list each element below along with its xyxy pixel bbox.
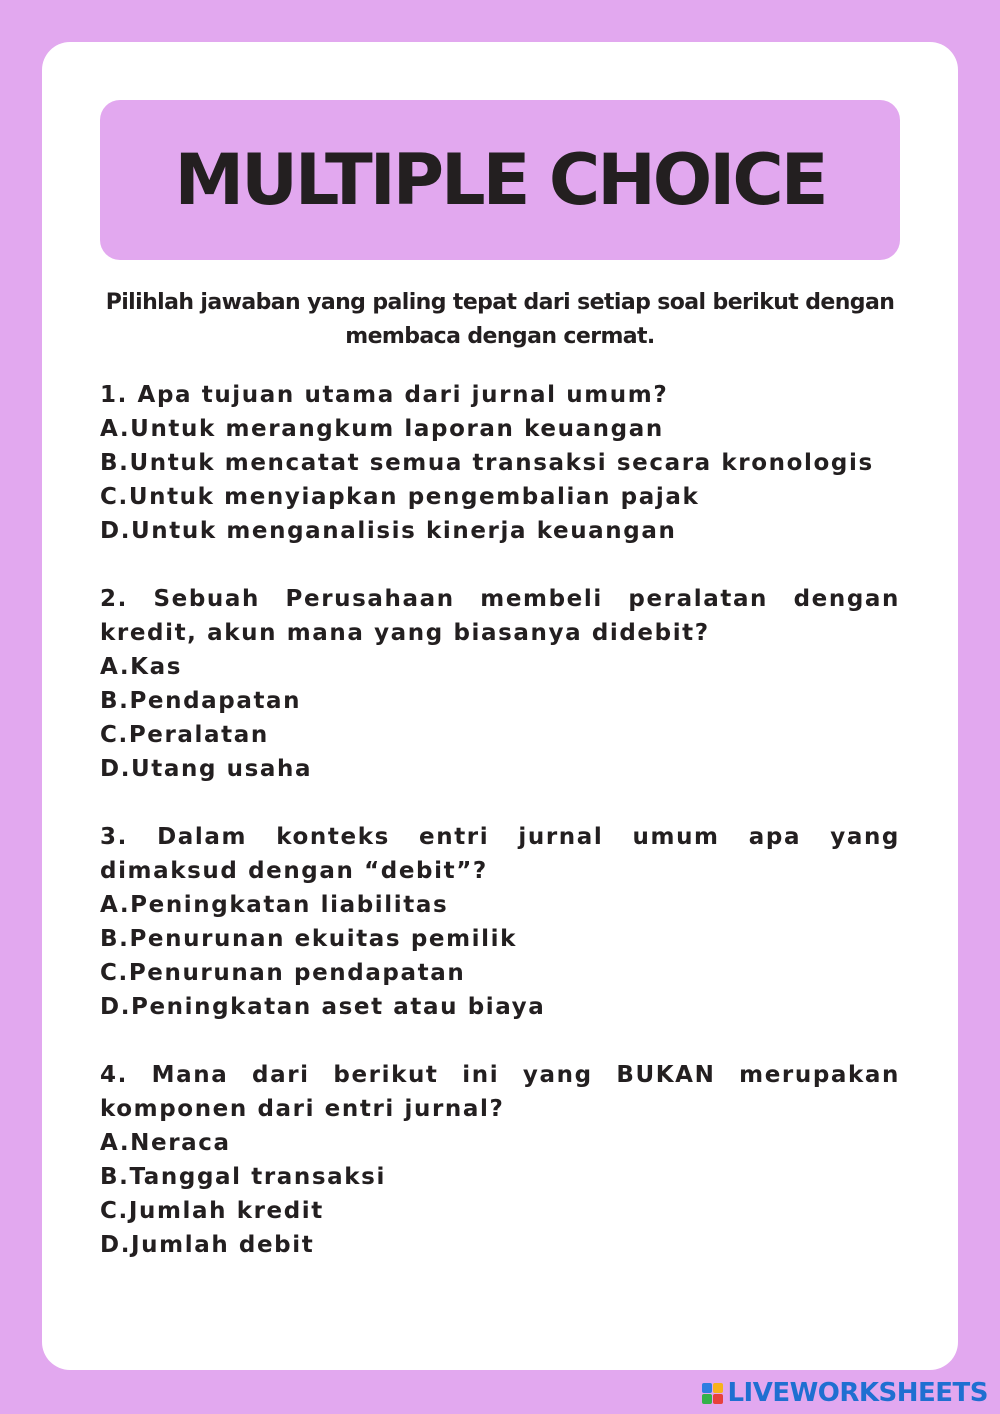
option-c: C.Untuk menyiapkan pengembalian pajak [100,484,700,510]
option-a: A.Kas [100,654,182,680]
question-text: 4. Mana dari berikut ini yang BUKAN merupakan komponen dari entri jurnal? [100,1062,900,1122]
option-d: D.Jumlah debit [100,1232,315,1258]
logo-square-blue [702,1383,712,1393]
question-1 [100,378,900,548]
instructions: Pilihlah jawaban yang paling tepat dari setiap soal berikut dengan membaca dengan cermat. [105,290,895,349]
liveworksheets-footer[interactable] [702,1380,988,1406]
question-3 [100,820,900,1024]
question-list [100,378,900,1296]
option-a: A.Peningkatan liabilitas [100,892,449,918]
option-b: B.Untuk mencatat semua transaksi secara kronologis [100,450,874,476]
question-2 [100,582,900,786]
option-b: B.Penurunan ekuitas pemilik [100,926,518,952]
option-d: D.Utang usaha [100,756,313,782]
option-c: C.Penurunan pendapatan [100,960,466,986]
option-c: C.Jumlah kredit [100,1198,324,1224]
option-c: C.Peralatan [100,722,269,748]
option-b: B.Tanggal transaksi [100,1164,386,1190]
option-d: D.Peningkatan aset atau biaya [100,994,546,1020]
question-text: 3. Dalam konteks entri jurnal umum apa yang dimaksud dengan “debit”? [100,824,900,884]
logo-square-yellow [713,1383,723,1393]
liveworksheets-logo-icon [702,1383,723,1404]
option-d: D.Untuk menganalisis kinerja keuangan [100,518,677,544]
logo-square-red [713,1394,723,1404]
option-b: B.Pendapatan [100,688,302,714]
logo-square-green [702,1394,712,1404]
title-banner [100,100,900,260]
liveworksheets-brand[interactable]: LIVEWORKSHEETS [727,1378,988,1408]
option-a: A.Untuk merangkum laporan keuangan [100,416,664,442]
option-a: A.Neraca [100,1130,231,1156]
question-text: 2. Sebuah Perusahaan membeli peralatan dengan kredit, akun mana yang biasanya didebit? [100,586,900,646]
question-text: 1. Apa tujuan utama dari jurnal umum? [100,382,669,408]
page-title: MULTIPLE CHOICE [174,139,826,221]
question-4 [100,1058,900,1262]
